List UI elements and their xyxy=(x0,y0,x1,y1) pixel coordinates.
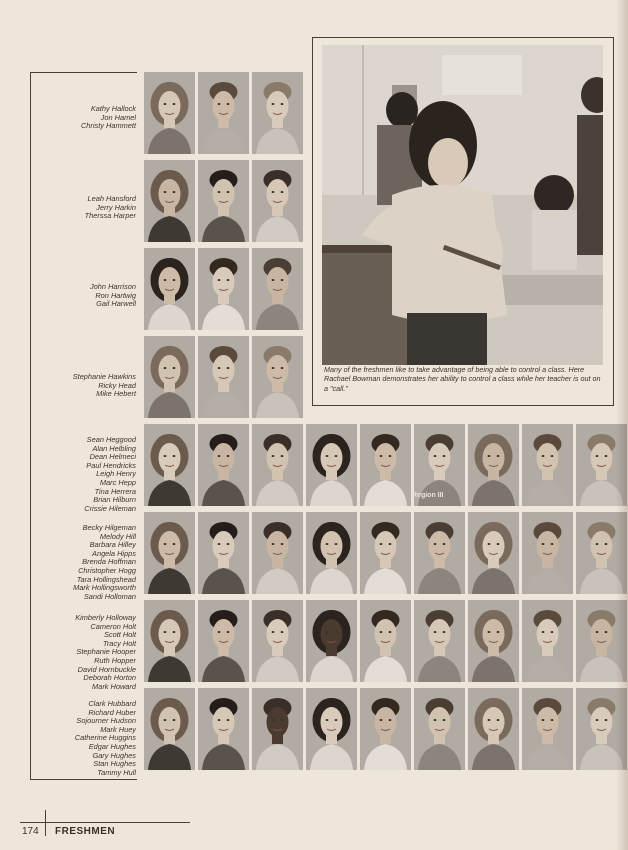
student-portrait xyxy=(252,512,303,594)
student-name: Therssa Harper xyxy=(84,211,136,221)
student-portrait xyxy=(144,600,195,682)
name-group-8 xyxy=(75,700,136,777)
student-name: Marc Hepp xyxy=(99,477,136,487)
student-portrait xyxy=(198,600,249,682)
student-portrait xyxy=(522,512,573,594)
student-portrait xyxy=(252,72,303,154)
student-name: Alan Helbling xyxy=(92,443,136,453)
student-name: Ruth Hopper xyxy=(94,655,136,665)
name-group-6 xyxy=(73,524,136,601)
name-group-4 xyxy=(73,373,136,399)
student-name: Tammy Hull xyxy=(97,767,136,777)
student-portrait xyxy=(198,424,249,506)
student-name: Mike Hebert xyxy=(96,389,136,399)
student-name: Stan Hughes xyxy=(93,759,136,769)
student-portrait xyxy=(252,688,303,770)
student-name: Jerry Harkin xyxy=(96,202,136,212)
student-name: Kimberly Holloway xyxy=(75,613,136,622)
student-portrait xyxy=(360,512,411,594)
student-name: Gary Hughes xyxy=(92,750,136,760)
student-portrait xyxy=(468,600,519,682)
student-name: Tina Herrera xyxy=(94,486,136,496)
page-fold-shadow xyxy=(616,0,628,850)
student-name: Crissie Hileman xyxy=(84,503,136,513)
student-portrait xyxy=(144,72,195,154)
student-name: Tracy Holt xyxy=(102,638,136,648)
student-portrait xyxy=(144,248,195,330)
student-name: Stephanie Hawkins xyxy=(72,372,136,381)
student-name: Becky Hilgeman xyxy=(82,523,136,532)
student-name: Paul Hendricks xyxy=(86,460,136,470)
student-name: Christopher Hogg xyxy=(78,565,136,575)
student-name: Brenda Hoffman xyxy=(82,557,136,567)
student-portrait xyxy=(252,336,303,418)
student-portrait xyxy=(144,424,195,506)
name-group-2 xyxy=(85,195,136,221)
student-name: Dean Helmeci xyxy=(89,452,136,462)
student-portrait xyxy=(468,512,519,594)
footer-rule xyxy=(20,822,190,823)
student-name: Sean Heggood xyxy=(86,435,136,444)
student-portrait xyxy=(252,160,303,242)
student-name: Gail Harwell xyxy=(96,299,136,309)
student-name: Leigh Henry xyxy=(96,469,136,479)
student-name: Mark Hollingsworth xyxy=(73,583,136,593)
student-portrait xyxy=(522,424,573,506)
student-portrait xyxy=(198,160,249,242)
student-portrait xyxy=(144,688,195,770)
student-name: Clark Hubbard xyxy=(88,699,136,708)
student-portrait xyxy=(144,512,195,594)
student-name: John Harrison xyxy=(89,282,136,291)
student-portrait xyxy=(198,248,249,330)
name-group-7 xyxy=(75,614,136,691)
student-name: Edgar Hughes xyxy=(88,741,136,751)
student-portrait xyxy=(144,336,195,418)
student-portrait xyxy=(414,600,465,682)
student-portrait xyxy=(468,424,519,506)
feature-photo-frame xyxy=(312,37,614,406)
student-portrait xyxy=(198,72,249,154)
student-name: Catherine Huggins xyxy=(74,733,136,743)
student-name: Kathy Hallock xyxy=(90,104,136,113)
student-portrait xyxy=(252,248,303,330)
student-portrait xyxy=(360,424,411,506)
student-name: Mark Howard xyxy=(92,681,136,691)
name-group-1 xyxy=(81,105,136,131)
student-portrait xyxy=(252,600,303,682)
student-portrait xyxy=(198,336,249,418)
student-name: Deborah Horton xyxy=(83,673,136,683)
student-portrait xyxy=(198,512,249,594)
photo-caption: Many of the freshmen like to take advantage of being able to control a class. Here Rachael Bowman demonstrates her ability to control a class while her teacher is out on a "call." xyxy=(324,365,601,393)
student-portrait xyxy=(198,688,249,770)
student-name: Brian Hilburn xyxy=(93,495,136,505)
page-number: 174 xyxy=(22,826,39,837)
student-name: Angela Hipps xyxy=(92,548,136,558)
student-name: Christy Hammett xyxy=(80,121,136,131)
student-name: Cameron Holt xyxy=(90,621,136,631)
student-name: Jon Hamel xyxy=(100,112,136,122)
section-label: FRESHMEN xyxy=(55,826,116,837)
student-portrait xyxy=(306,424,357,506)
student-portrait xyxy=(252,424,303,506)
student-name: Richard Huber xyxy=(88,707,136,717)
student-name: Mark Huey xyxy=(100,724,136,734)
student-name: Barbara Hilley xyxy=(89,540,136,550)
student-portrait xyxy=(522,688,573,770)
student-name: Tara Hollingshead xyxy=(76,574,136,584)
student-name: David Hornbuckle xyxy=(77,664,136,674)
student-name: Sandi Holloman xyxy=(83,591,136,601)
student-portrait xyxy=(144,160,195,242)
name-group-3 xyxy=(90,283,136,309)
name-group-5 xyxy=(84,436,136,513)
student-portrait xyxy=(306,600,357,682)
student-portrait xyxy=(306,688,357,770)
student-portrait xyxy=(360,688,411,770)
student-name: Sojourner Hudson xyxy=(76,716,136,726)
student-portrait xyxy=(414,512,465,594)
feature-photo xyxy=(322,45,603,365)
student-portrait xyxy=(522,600,573,682)
student-name: Ron Hartwig xyxy=(95,290,136,300)
student-name: Leah Hansford xyxy=(87,194,136,203)
student-name: Ricky Head xyxy=(98,380,136,390)
footer-tick-line xyxy=(45,810,46,836)
student-name: Stephanie Hooper xyxy=(76,647,136,657)
shirt-text: Region III xyxy=(412,492,444,499)
student-name: Melody Hill xyxy=(99,531,136,541)
student-portrait xyxy=(360,600,411,682)
student-portrait xyxy=(306,512,357,594)
student-portrait xyxy=(468,688,519,770)
student-name: Scott Holt xyxy=(103,630,136,640)
student-portrait xyxy=(414,688,465,770)
